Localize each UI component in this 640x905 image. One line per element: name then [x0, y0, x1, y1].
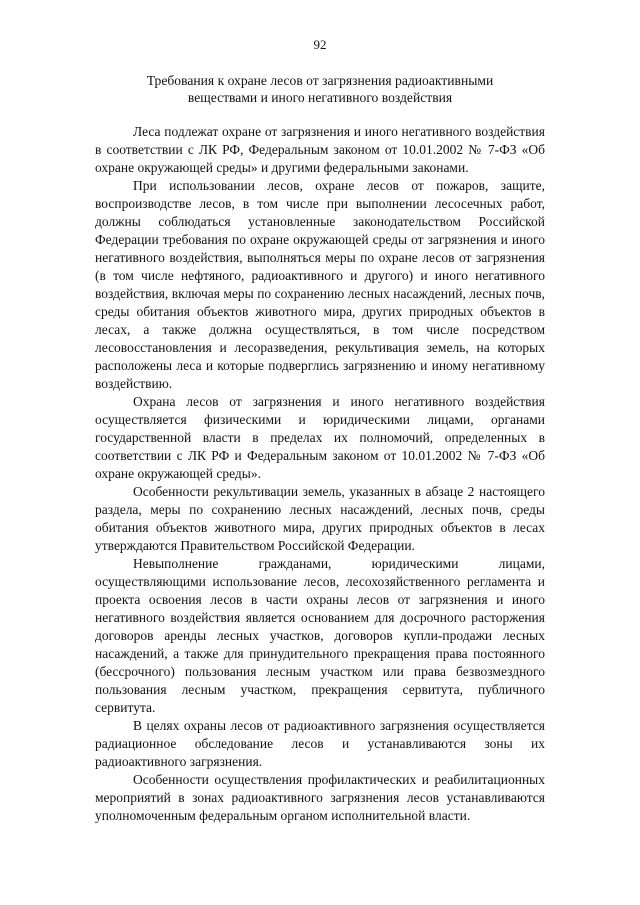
- paragraph-3: Охрана лесов от загрязнения и иного негативного воздействия осуществляется физическими и юридическими лицами, органами государственной власти в пределах их полномочий, определенных в соответствии с ЛК РФ и Федеральным законом от 10.01.2002 № 7-ФЗ «Об охране окружающей среды».: [95, 394, 545, 481]
- paragraph-4: Особенности рекультивации земель, указанных в абзаце 2 настоящего раздела, меры по сохранению лесных насаждений, лесных почв, среды обитания объектов животного мира, других природных объектов в лесах утверждаются Правительством Российской Федерации.: [95, 484, 545, 553]
- paragraph-6: В целях охраны лесов от радиоактивного загрязнения осуществляется радиационное обследование лесов и устанавливаются зоны их радиоактивного загрязнения.: [95, 718, 545, 769]
- section-title-line-1: Требования к охране лесов от загрязнения радиоактивными: [146, 73, 494, 88]
- body-text: [95, 123, 545, 825]
- paragraph-1: Леса подлежат охране от загрязнения и иного негативного воздействия в соответствии с ЛК РФ, Федеральным законом от 10.01.2002 № 7-ФЗ «Об охране окружающей среды» и другими федеральными законами.: [95, 124, 545, 175]
- page-number: 92: [313, 37, 327, 52]
- section-title: [100, 72, 540, 106]
- section-title-line-2: веществами и иного негативного воздействия: [187, 90, 453, 105]
- paragraph-5: Невыполнение гражданами, юридическими лицами, осуществляющими использование лесов, лесохозяйственного регламента и проекта освоения лесов в части охраны лесов от загрязнения и иного негативного воздействия является основанием для досрочного расторжения договоров аренды лесных участков, договоров купли-продажи лесных насаждений, а также для принудительного прекращения права постоянного (бессрочного) пользования лесным участком или права безвозмездного пользования лесным участком, прекращения сервитута, публичного сервитута.: [95, 556, 545, 715]
- paragraph-2: При использовании лесов, охране лесов от пожаров, защите, воспроизводстве лесов, в том числе при выполнении лесосечных работ, должны соблюдаться установленные законодательством Российской Федерации требования по охране окружающей среды от загрязнения и иного негативного воздействия, выполняться меры по охране лесов от загрязнения (в том числе нефтяного, радиоактивного и другого) и иного негативного воздействия, включая меры по сохранению лесных насаждений, лесных почв, среды обитания объектов животного мира, других природных объектов в лесах, а также должна осуществляться, в том числе посредством лесовосстановления и лесоразведения, рекультивация земель, на которых расположены леса и которые подверглись загрязнению и иному негативному воздействию.: [95, 178, 545, 391]
- paragraph-7: Особенности осуществления профилактических и реабилитационных мероприятий в зонах радиоактивного загрязнения лесов устанавливаются уполномоченным федеральным органом исполнительной власти.: [95, 772, 545, 823]
